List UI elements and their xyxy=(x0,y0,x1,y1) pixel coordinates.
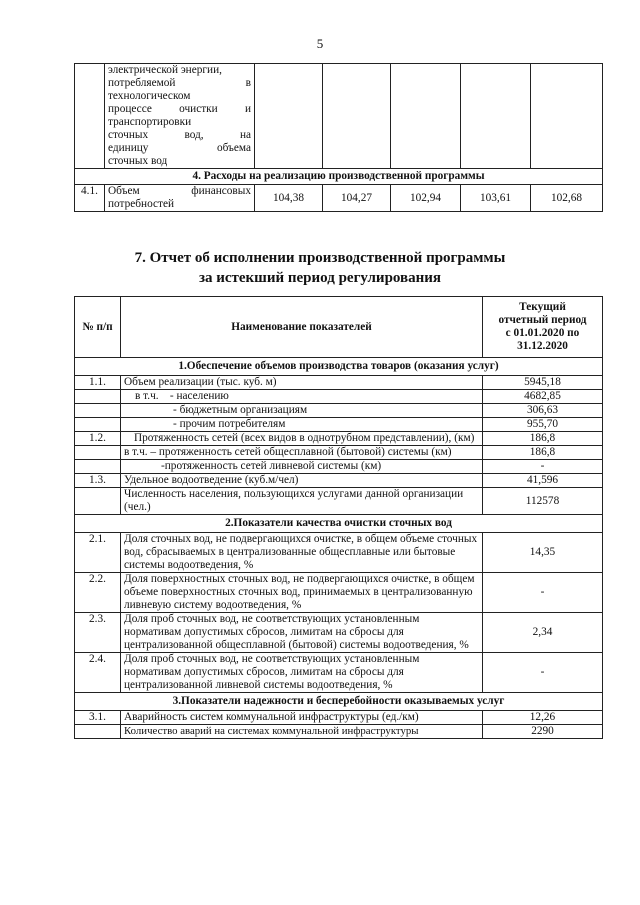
value-cell: 102,94 xyxy=(391,185,461,212)
text-line: транспортировки xyxy=(108,116,192,128)
row-value: - xyxy=(483,460,603,474)
row-number xyxy=(75,404,121,418)
value-cell: 104,38 xyxy=(255,185,323,212)
row-value: 5945,18 xyxy=(483,376,603,390)
row-label: - прочим потребителям xyxy=(121,418,483,432)
section-row xyxy=(75,169,603,185)
report-title-line: 7. Отчет об исполнении производственной программы xyxy=(134,250,506,266)
table-cell xyxy=(323,64,391,169)
row-label: Аварийность систем коммунальной инфраструктуры (ед./км) xyxy=(121,711,483,725)
text-line: потребностей xyxy=(108,198,175,210)
header-line: отчетный период xyxy=(498,314,587,326)
table-row xyxy=(75,711,603,725)
header-line: с 01.01.2020 по xyxy=(505,327,580,339)
row-number xyxy=(75,446,121,460)
row-number: 1.3. xyxy=(75,474,121,488)
section-row xyxy=(75,515,603,533)
column-header-period xyxy=(483,297,603,358)
row-value: 955,70 xyxy=(483,418,603,432)
row-number: 3.1. xyxy=(75,711,121,725)
row-number xyxy=(75,725,121,739)
row-label: в т.ч. – протяженность сетей общесплавной (бытовой) системы (км) xyxy=(121,446,483,460)
row-value: 12,26 xyxy=(483,711,603,725)
table-row xyxy=(75,446,603,460)
text-line: сточных вод, на xyxy=(108,129,251,141)
row-number: 4.1. xyxy=(75,185,105,212)
text-line: потребляемой в xyxy=(108,77,251,89)
row-number: 1.1. xyxy=(75,376,121,390)
row-value: 41,596 xyxy=(483,474,603,488)
row-number: 1.2. xyxy=(75,432,121,446)
section-row xyxy=(75,693,603,711)
row-label: - бюджетным организациям xyxy=(121,404,483,418)
row-label: Количество аварий на системах коммунальной инфраструктуры xyxy=(121,725,483,739)
table-row xyxy=(75,613,603,653)
row-value: 2290 xyxy=(483,725,603,739)
section-title: 2.Показатели качества очистки сточных вод xyxy=(75,515,603,533)
column-header-number: № п/п xyxy=(75,297,121,358)
row-label: Удельное водоотведение (куб.м/чел) xyxy=(121,474,483,488)
row-number: 2.2. xyxy=(75,573,121,613)
row-label: Доля сточных вод, не подвергающихся очистке, в общем объеме сточных вод, сбрасываемых в централизованные общесплавные или бытовые системы водоотведения, % xyxy=(121,533,483,573)
table-cell xyxy=(255,64,323,169)
text-line: сточных вод xyxy=(108,155,168,167)
text-line: Объем финансовых xyxy=(108,185,251,197)
table-row xyxy=(75,432,603,446)
table-row xyxy=(75,573,603,613)
row-value: 4682,85 xyxy=(483,390,603,404)
table-row xyxy=(75,390,603,404)
row-value: 112578 xyxy=(483,488,603,515)
column-header-name: Наименование показателей xyxy=(121,297,483,358)
report-table xyxy=(74,296,603,739)
value-cell: 103,61 xyxy=(461,185,531,212)
section-title: 1.Обеспечение объемов производства товаров (оказания услуг) xyxy=(75,358,603,376)
table-row xyxy=(75,460,603,474)
table-row xyxy=(75,404,603,418)
text-line: технологическом xyxy=(108,90,191,102)
section-title: 4. Расходы на реализацию производственной программы xyxy=(75,169,603,185)
section-row xyxy=(75,358,603,376)
text-line: процессе очистки и xyxy=(108,103,251,115)
section-title: 3.Показатели надежности и бесперебойности оказываемых услуг xyxy=(75,693,603,711)
row-value: 306,63 xyxy=(483,404,603,418)
table-row xyxy=(75,533,603,573)
header-line: 31.12.2020 xyxy=(517,340,568,352)
row-label: Протяженность сетей (всех видов в однотрубном представлении), (км) xyxy=(121,432,483,446)
table-cell xyxy=(75,64,105,169)
row-number xyxy=(75,418,121,432)
row-number xyxy=(75,460,121,474)
text-line: единицу объема xyxy=(108,142,251,154)
table-cell xyxy=(461,64,531,169)
table-row xyxy=(75,488,603,515)
row-value: 2,34 xyxy=(483,613,603,653)
row-label xyxy=(105,185,255,212)
row-number xyxy=(75,488,121,515)
table-row xyxy=(75,474,603,488)
table-row xyxy=(75,653,603,693)
table-row xyxy=(75,725,603,739)
row-number: 2.1. xyxy=(75,533,121,573)
value-cell: 104,27 xyxy=(323,185,391,212)
continuation-table xyxy=(74,63,603,212)
table-header-row xyxy=(75,297,603,358)
page-number: 5 xyxy=(316,36,324,51)
table-row xyxy=(75,64,603,169)
row-label: -протяженность сетей ливневой системы (км) xyxy=(121,460,483,474)
row-label: Численность населения, пользующихся услугами данной организации (чел.) xyxy=(121,488,483,515)
row-label: Объем реализации (тыс. куб. м) xyxy=(121,376,483,390)
value-cell: 102,68 xyxy=(531,185,603,212)
row-label: Доля проб сточных вод, не соответствующих установленным нормативам допустимых сбросов, лимитам на сбросы для централизованной ливневой системы водоотведения, % xyxy=(121,653,483,693)
row-value: 186,8 xyxy=(483,432,603,446)
row-value: - xyxy=(483,653,603,693)
report-title-line: за истекший период регулирования xyxy=(198,270,442,286)
row-value: 186,8 xyxy=(483,446,603,460)
table-cell xyxy=(105,64,255,169)
row-value: - xyxy=(483,573,603,613)
text-line: электрической энергии, xyxy=(108,64,222,76)
table-row xyxy=(75,418,603,432)
header-line: Текущий xyxy=(519,301,566,313)
row-number: 2.4. xyxy=(75,653,121,693)
row-label: Доля поверхностных сточных вод, не подвергающихся очистке, в общем объеме поверхностных сточных вод, принимаемых в централизованную ливневую систему водоотведения, % xyxy=(121,573,483,613)
table-row xyxy=(75,376,603,390)
row-number xyxy=(75,390,121,404)
row-label: в т.ч. - населению xyxy=(121,390,483,404)
report-title xyxy=(0,248,640,288)
row-value: 14,35 xyxy=(483,533,603,573)
table-row xyxy=(75,185,603,212)
table-cell xyxy=(531,64,603,169)
table-cell xyxy=(391,64,461,169)
row-number: 2.3. xyxy=(75,613,121,653)
row-label: Доля проб сточных вод, не соответствующих установленным нормативам допустимых сбросов, лимитам на сбросы для централизованной общесплавной (бытовой) системы водоотведения, % xyxy=(121,613,483,653)
